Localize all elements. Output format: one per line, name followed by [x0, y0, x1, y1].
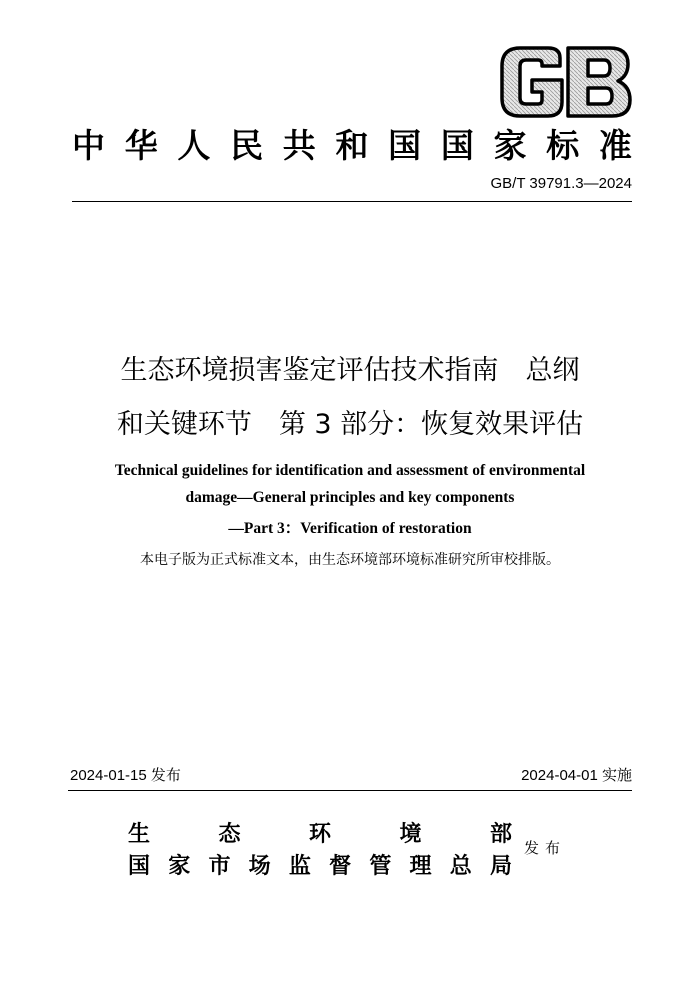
spaced-char: 和: [335, 126, 369, 165]
country-standard-title: [72, 126, 632, 166]
spaced-char: 境: [399, 821, 422, 847]
spaced-char: 局: [489, 853, 512, 879]
issuer-samr: [128, 852, 512, 880]
title-en-line1: Technical guidelines for identification and assessment of environmental: [114, 462, 586, 479]
spaced-char: 华: [124, 126, 158, 165]
spaced-char: 生: [128, 821, 151, 847]
spaced-char: 国: [440, 126, 474, 165]
spaced-char: 态: [218, 821, 241, 847]
spaced-char: 标: [546, 126, 580, 165]
spaced-char: 督: [329, 853, 352, 879]
title-zh-line2: 和关键环节 第 3 部分：恢复效果评估: [116, 409, 584, 440]
spaced-char: 中: [72, 126, 105, 165]
spaced-char: 监: [288, 853, 311, 879]
gb-logo-b: [568, 48, 630, 116]
spaced-char: 家: [168, 853, 191, 879]
spaced-char: 总: [449, 853, 472, 879]
title-en-line3: —Part 3：Verification of restoration: [228, 520, 472, 537]
spaced-char: 民: [230, 126, 264, 165]
spaced-char: 共: [282, 126, 316, 165]
header-divider: [72, 201, 632, 202]
footer-divider: [68, 790, 632, 791]
spaced-char: 理: [409, 853, 432, 879]
electronic-version-note: 本电子版为正式标准文本，由生态环境部环境标准研究所审校排版。: [140, 552, 560, 568]
publish-label: 发布: [524, 839, 567, 857]
title-en-line2: damage—General principles and key components: [185, 489, 515, 506]
gb-logo-g: [502, 48, 562, 116]
spaced-char: 部: [489, 821, 512, 847]
spaced-char: 管: [369, 853, 392, 879]
spaced-char: 家: [493, 126, 527, 165]
spaced-char: 国: [128, 853, 151, 879]
issuer-ministry: [128, 820, 512, 848]
spaced-char: 人: [177, 126, 211, 165]
spaced-char: 市: [208, 853, 231, 879]
spaced-char: 场: [248, 853, 271, 879]
spaced-char: 国: [388, 126, 422, 165]
implementation-date: 2024-04-01 实施: [521, 767, 632, 784]
title-zh-line1: 生态环境损害鉴定评估技术指南 总纲: [120, 355, 580, 386]
spaced-char: 准: [598, 126, 632, 165]
spaced-char: 环: [308, 821, 331, 847]
standard-number: GB/T 39791.3—2024: [490, 175, 632, 192]
issue-date: 2024-01-15 发布: [70, 767, 181, 784]
gb-logo: [498, 46, 632, 118]
